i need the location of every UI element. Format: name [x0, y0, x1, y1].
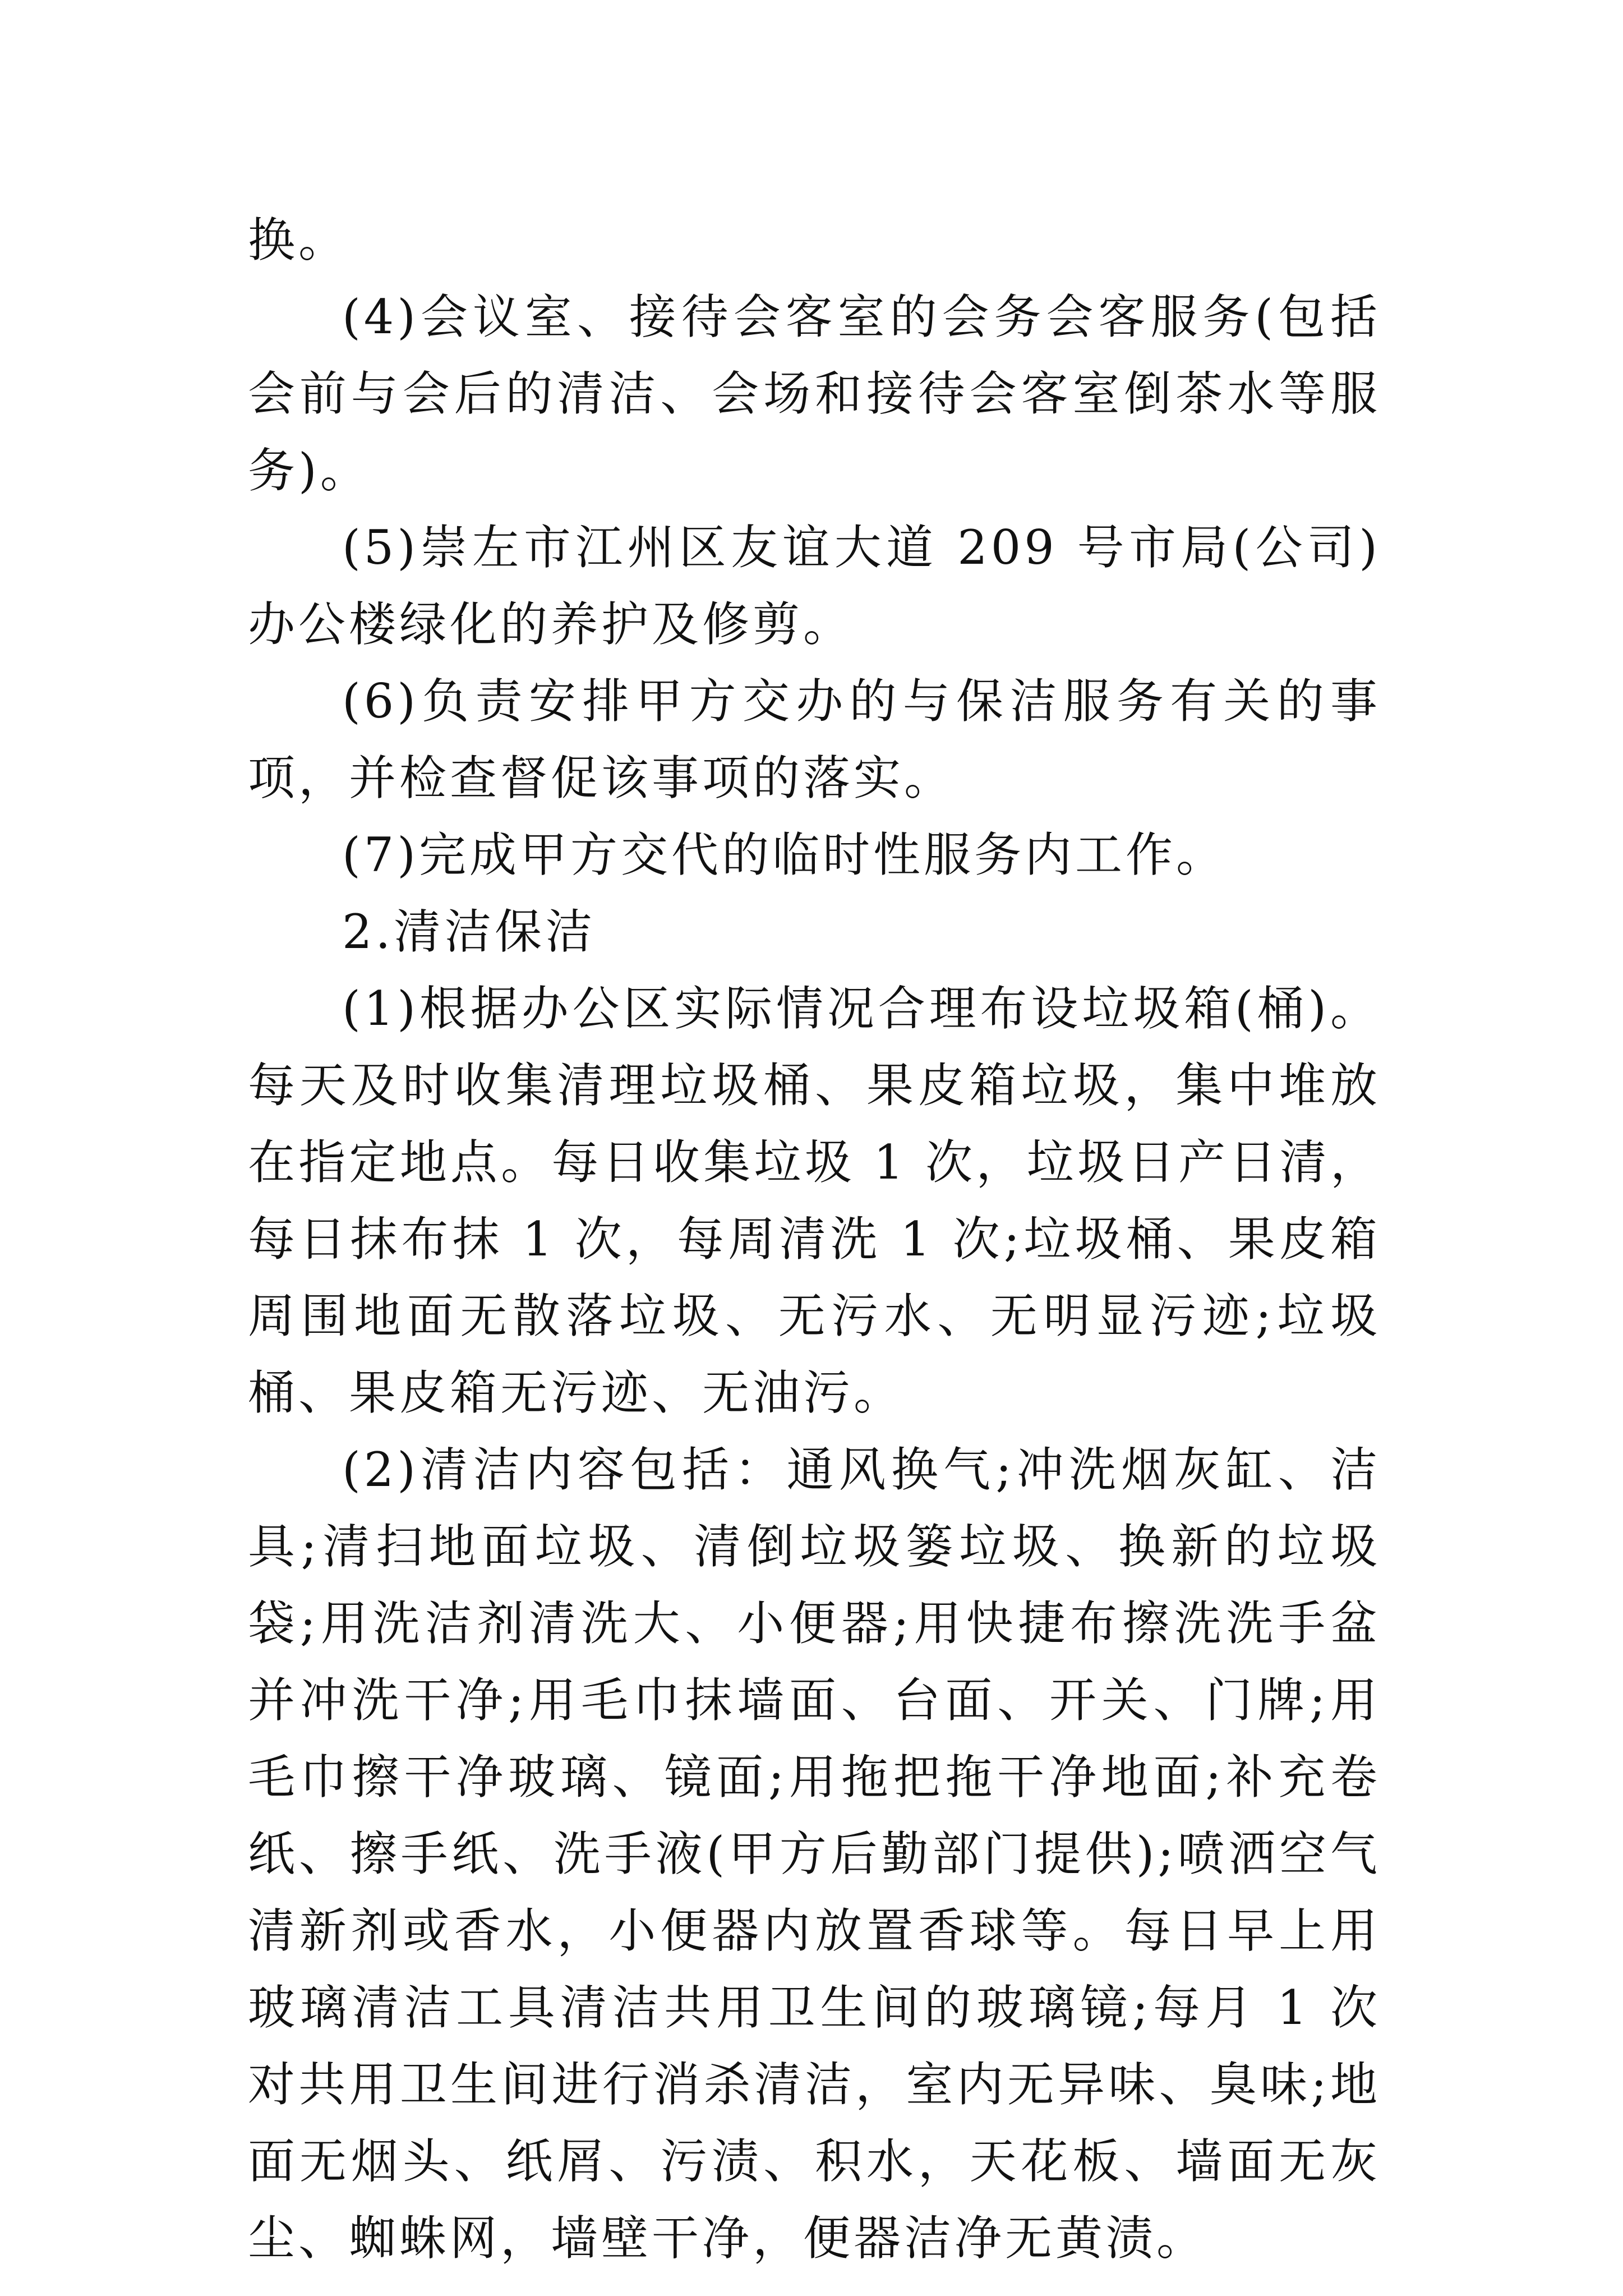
paragraph-item-6: (6)负责安排甲方交办的与保洁服务有关的事项，并检查督促该事项的落实。	[248, 674, 1381, 806]
paragraph-item-7: (7)完成甲方交代的临时性服务内工作。	[342, 827, 1227, 882]
paragraph-item-5: (5)崇左市江州区友谊大道 209 号市局(公司)办公楼绿化的养护及修剪。	[248, 520, 1381, 652]
paragraph-cleaning-2: (2)清洁内容包括：通风换气;冲洗烟灰缸、洁具;清扫地面垃圾、清倒垃圾篓垃圾、换新的垃圾袋;用洗洁剂清洗大、小便器;用快捷布擦洗洗手盆并冲洗干净;用毛巾抹墙面、台面、开关、门牌;用毛巾擦干净玻璃、镜面;用拖把拖干净地面;补充卷纸、擦手纸、洗手液(甲方后勤部门提供);喷洒空气清新剂或香水，小便器内放置香球等。每日早上用玻璃清洁工具清洁共用卫生间的玻璃镜;每月 1 次对共用卫生间进行消杀清洁，室内无异味、臭味;地面无烟头、纸屑、污渍、积水，天花板、墙面无灰尘、蜘蛛网，墙壁干净，便器洁净无黄渍。	[248, 1442, 1381, 2266]
section-heading: 2.清洁保洁	[342, 904, 596, 959]
document-body	[248, 202, 1381, 2277]
paragraph-cleaning-1: (1)根据办公区实际情况合理布设垃圾箱(桶)。每天及时收集清理垃圾桶、果皮箱垃圾，集中堆放在指定地点。每日收集垃圾 1 次，垃圾日产日清，每日抹布抹 1 次，每周清洗 1 次;垃圾桶、果皮箱周围地面无散落垃圾、无污水、无明显污迹;垃圾桶、果皮箱无污迹、无油污。	[248, 981, 1381, 1420]
paragraph-continuation: 换。	[248, 213, 349, 268]
paragraph-item-4: (4)会议室、接待会客室的会务会客服务(包括会前与会后的清洁、会场和接待会客室倒茶水等服务)。	[248, 289, 1381, 498]
